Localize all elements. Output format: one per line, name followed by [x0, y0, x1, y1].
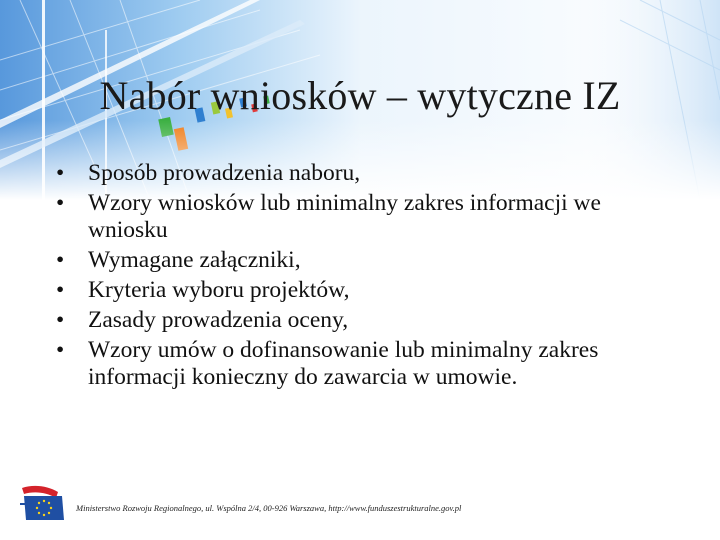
list-item: [56, 247, 656, 274]
slide-title: Nabór wniosków – wytyczne IZ: [99, 73, 621, 118]
list-item-text: Sposób prowadzenia naboru,: [88, 160, 361, 186]
bullet-icon: •: [56, 190, 65, 216]
list-item-text: Wzory wniosków lub minimalny zakres informacji we wniosku: [88, 190, 601, 243]
bullet-list: [56, 160, 656, 394]
bullet-icon: •: [56, 277, 65, 303]
list-item-text: Zasady prowadzenia oceny,: [88, 307, 349, 333]
eu-poland-logo-icon: [18, 482, 70, 522]
bullet-icon: •: [56, 160, 65, 186]
list-item: [56, 337, 656, 391]
list-item: [56, 277, 656, 304]
bullet-icon: •: [56, 337, 65, 363]
bullet-icon: •: [56, 307, 65, 333]
bullet-icon: •: [56, 247, 65, 273]
list-item-text: Wymagane załączniki,: [88, 247, 301, 273]
list-item: [56, 190, 656, 244]
list-item-text: Kryteria wyboru projektów,: [88, 277, 350, 303]
list-item: [56, 307, 656, 334]
list-item: [56, 160, 656, 187]
footer-address: Ministerstwo Rozwoju Regionalnego, ul. Wspólna 2/4, 00-926 Warszawa, http://www.funduszestrukturalne.gov.pl: [76, 503, 462, 513]
list-item-text: Wzory umów o dofinansowanie lub minimalny zakres informacji konieczny do zawarcia w umowie.: [88, 337, 599, 390]
